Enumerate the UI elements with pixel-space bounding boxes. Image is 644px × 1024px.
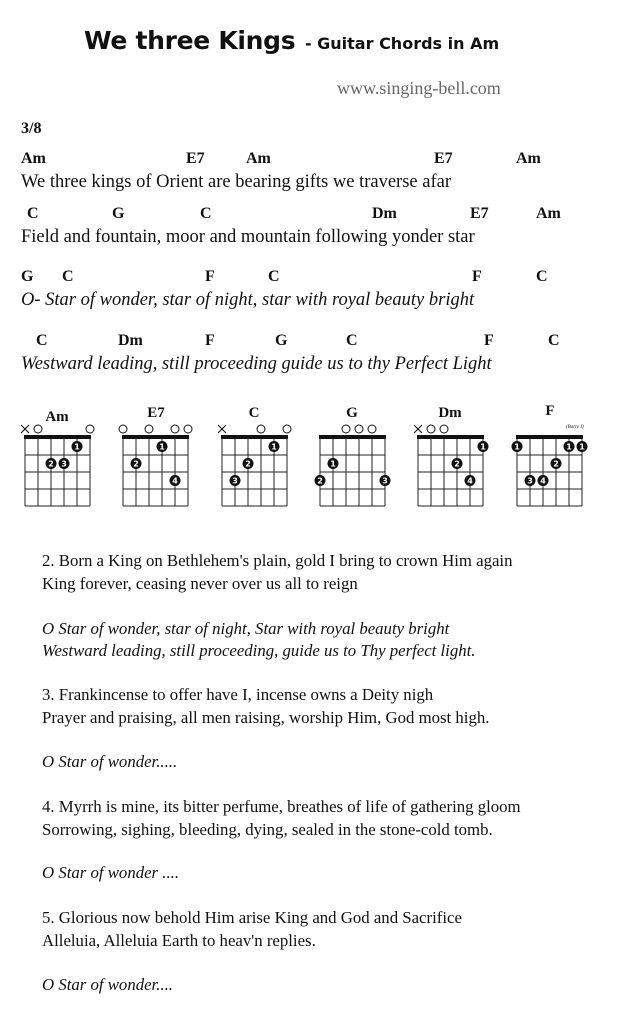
chord-label: C: [62, 268, 74, 285]
chord-label: Am: [21, 150, 46, 167]
chord-label: E7: [470, 205, 489, 222]
finger-number: 4: [540, 476, 546, 486]
chorus-line: O Star of wonder ....: [42, 863, 180, 882]
diagram-title: F: [545, 403, 555, 419]
open-string-marker: [145, 425, 153, 433]
open-string-marker: [355, 425, 363, 433]
website-url[interactable]: www.singing-bell.com: [337, 78, 501, 98]
finger-number: 2: [553, 459, 559, 469]
chord-label: F: [472, 268, 482, 285]
chord-nut: [516, 435, 583, 439]
open-string-marker: [368, 425, 376, 433]
verse-line: 3. Frankincense to offer have I, incense owns a Deity nigh: [42, 685, 434, 704]
verse-line: 5. Glorious now behold Him arise King and God and Sacrifice: [42, 908, 462, 927]
finger-number: 1: [271, 442, 277, 452]
time-signature: 3/8: [21, 120, 42, 137]
lyric-line: Field and fountain, moor and mountain following yonder star: [21, 227, 475, 247]
verse-line: Alleluia, Alleluia Earth to heav'n replies.: [42, 931, 316, 950]
open-string-marker: [440, 425, 448, 433]
lyric-line: Westward leading, still proceeding guide us to thy Perfect Light: [21, 354, 492, 374]
chorus-line: O Star of wonder....: [42, 975, 173, 994]
verse-line: King forever, ceasing never over us all to reign: [42, 574, 358, 593]
finger-number: 2: [48, 459, 54, 469]
chord-label: Dm: [118, 332, 143, 349]
open-string-marker: [283, 425, 291, 433]
chord-nut: [417, 435, 484, 439]
finger-number: 1: [330, 459, 336, 469]
finger-number: 1: [579, 442, 585, 452]
lyric-line: We three kings of Orient are bearing gifts we traverse afar: [21, 172, 451, 192]
chord-label: C: [346, 332, 358, 349]
finger-number: 1: [514, 442, 520, 452]
verse-line: 2. Born a King on Bethlehem's plain, gold I bring to crown Him again: [42, 551, 513, 570]
chorus-line: Westward leading, still proceeding, guide us to Thy perfect light.: [42, 641, 476, 660]
chord-label: E7: [186, 150, 205, 167]
chord-nut: [122, 435, 189, 439]
chord-label: C: [536, 268, 548, 285]
chord-label: C: [27, 205, 39, 222]
chord-label: Am: [246, 150, 271, 167]
chord-label: C: [200, 205, 212, 222]
finger-number: 3: [382, 476, 388, 486]
diagram-title: G: [346, 405, 358, 421]
finger-number: 3: [232, 476, 238, 486]
chord-nut: [221, 435, 288, 439]
finger-number: 1: [480, 442, 486, 452]
finger-number: 2: [133, 459, 139, 469]
lyric-line: O- Star of wonder, star of night, star with royal beauty bright: [21, 290, 475, 310]
chord-label: F: [484, 332, 494, 349]
diagram-title: E7: [147, 405, 165, 421]
open-string-marker: [257, 425, 265, 433]
open-string-marker: [171, 425, 179, 433]
finger-number: 2: [317, 476, 323, 486]
finger-number: 1: [566, 442, 572, 452]
finger-number: 3: [61, 459, 67, 469]
open-string-marker: [34, 425, 42, 433]
chord-label: F: [205, 268, 215, 285]
open-string-marker: [342, 425, 350, 433]
chord-label: Dm: [372, 205, 397, 222]
finger-number: 3: [527, 476, 533, 486]
chord-nut: [24, 435, 91, 439]
open-string-marker: [119, 425, 127, 433]
verse-line: Sorrowing, sighing, bleeding, dying, sealed in the stone-cold tomb.: [42, 820, 493, 839]
chord-nut: [319, 435, 386, 439]
chord-label: C: [36, 332, 48, 349]
chord-label: G: [275, 332, 288, 349]
diagram-title: C: [248, 405, 260, 421]
finger-number: 4: [172, 476, 178, 486]
open-string-marker: [427, 425, 435, 433]
song-title: We three Kings: [84, 26, 296, 55]
chord-label: G: [112, 205, 125, 222]
open-string-marker: [184, 425, 192, 433]
finger-number: 1: [159, 442, 165, 452]
barre-note: (Barre I): [566, 425, 584, 430]
chord-label: C: [268, 268, 280, 285]
diagram-title: Dm: [438, 405, 462, 421]
chord-label: Am: [536, 205, 561, 222]
finger-number: 2: [454, 459, 460, 469]
chorus-line: O Star of wonder, star of night, Star with royal beauty bright: [42, 619, 450, 638]
verse-line: Prayer and praising, all men raising, worship Him, God most high.: [42, 708, 490, 727]
diagram-title: Am: [45, 409, 69, 425]
finger-number: 4: [467, 476, 473, 486]
finger-number: 2: [245, 459, 251, 469]
chord-label: C: [548, 332, 560, 349]
open-string-marker: [86, 425, 94, 433]
chord-label: G: [21, 268, 34, 285]
chorus-line: O Star of wonder.....: [42, 752, 178, 771]
chord-label: F: [205, 332, 215, 349]
song-subtitle: - Guitar Chords in Am: [304, 34, 500, 53]
verse-line: 4. Myrrh is mine, its bitter perfume, breathes of life of gathering gloom: [42, 797, 521, 816]
chord-label: Am: [516, 150, 541, 167]
chord-label: E7: [434, 150, 453, 167]
finger-number: 1: [74, 442, 80, 452]
